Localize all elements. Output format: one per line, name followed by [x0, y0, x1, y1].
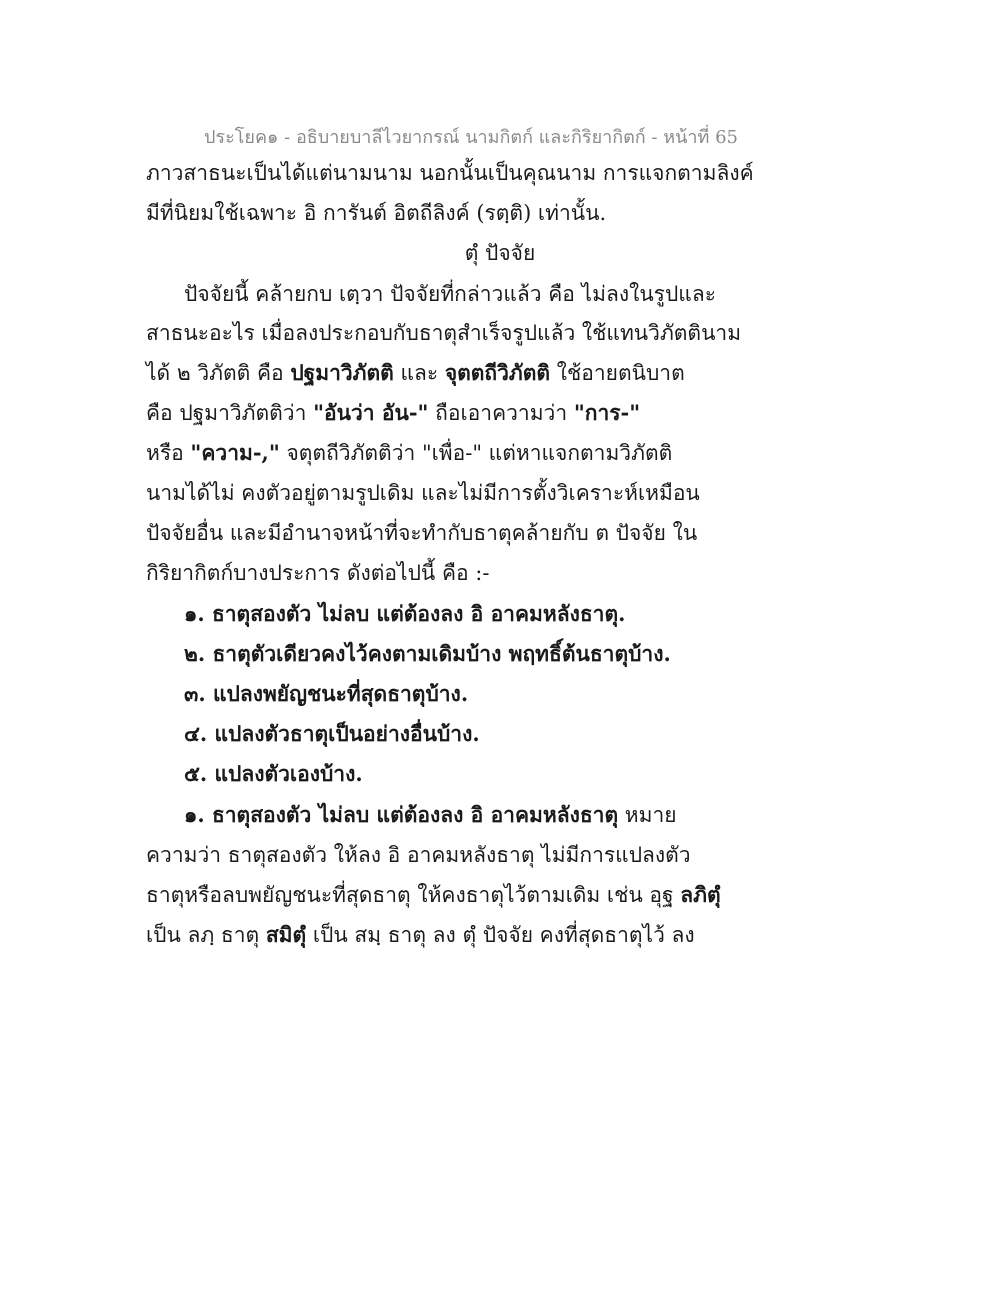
text-run: หรือ — [146, 441, 191, 465]
bold-term: "ความ-," — [190, 440, 280, 465]
bold-term: "อันว่า อัน-" — [313, 400, 429, 425]
text-line: ปัจจัยอื่น และมีอำนาจหน้าที่จะทำกับธาตุคล้ายกับ ต ปัจจัย ใน — [146, 521, 698, 545]
rule-item-1: ๑. ธาตุสองตัว ไม่ลบ แต่ต้องลง อิ อาคมหลังธาตุ. — [184, 601, 626, 626]
text-line: สาธนะอะไร เมื่อลงประกอบกับธาตุสำเร็จรูปแล้ว ใช้แทนวิภัตตินาม — [146, 321, 742, 345]
text-run: ใช้อายตนิบาต — [550, 361, 685, 385]
bold-term: จุตตถีวิภัตติ — [444, 360, 551, 385]
text-run: เป็น ลภฺ ธาตุ — [146, 923, 266, 947]
text-line: นามได้ไม่ คงตัวอยู่ตามรูปเดิม และไม่มีการตั้งวิเคราะห์เหมือน — [146, 481, 700, 505]
text-run: เป็น สมฺ ธาตุ ลง ตุํ ปัจจัย คงที่สุดธาตุไว้ ลง — [306, 923, 695, 947]
text-line — [184, 800, 677, 830]
bold-term: "การ-" — [573, 400, 641, 425]
bold-term: ปฐมาวิภัตติ — [290, 360, 394, 385]
text-line: มีที่นิยมใช้เฉพาะ อิ การันต์ อิตถีลิงค์ (รตฺติ) เท่านั้น. — [146, 201, 607, 225]
text-run: และ — [393, 361, 445, 385]
text-run: หมาย — [618, 803, 677, 827]
page-header: ประโยค๑ - อธิบายบาลีไวยากรณ์ นามกิตก์ และกิริยากิตก์ - หน้าที่ 65 — [204, 127, 738, 148]
rule-item-4: ๔. แปลงตัวธาตุเป็นอย่างอื่นบ้าง. — [184, 721, 480, 746]
text-line — [146, 920, 695, 950]
text-line — [146, 880, 721, 910]
bold-term: ๑. ธาตุสองตัว ไม่ลบ แต่ต้องลง อิ อาคมหลังธาตุ — [184, 802, 619, 827]
rule-item-2: ๒. ธาตุตัวเดียวคงไว้คงตามเดิมบ้าง พฤทธิ์ต้นธาตุบ้าง. — [184, 641, 671, 666]
rule-item-5: ๕. แปลงตัวเองบ้าง. — [184, 761, 363, 786]
text-line — [146, 358, 685, 388]
text-line: กิริยากิตก์บางประการ ดังต่อไปนี้ คือ :- — [146, 561, 490, 585]
text-run: ถือเอาความว่า — [428, 401, 574, 425]
bold-term: ลภิตุํ — [680, 882, 721, 907]
section-heading: ตุํ ปัจจัย — [464, 241, 536, 265]
text-run: ได้ ๒ วิภัตติ คือ — [146, 361, 291, 385]
text-line — [146, 438, 672, 468]
text-run: คือ ปฐมาวิภัตติว่า — [146, 401, 314, 425]
text-line: ความว่า ธาตุสองตัว ให้ลง อิ อาคมหลังธาตุ ไม่มีการแปลงตัว — [146, 843, 691, 867]
bold-term: สมิตุํ — [265, 922, 307, 947]
text-run: ธาตุหรือลบพยัญชนะที่สุดธาตุ ให้คงธาตุไว้ตามเดิม เช่น อุฐ — [146, 883, 681, 907]
text-line: ภาวสาธนะเป็นได้แต่นามนาม นอกนั้นเป็นคุณนาม การแจกตามลิงค์ — [146, 161, 754, 185]
rule-item-3: ๓. แปลงพยัญชนะที่สุดธาตุบ้าง. — [184, 681, 469, 706]
text-line: ปัจจัยนี้ คล้ายกบ เตฺวา ปัจจัยที่กล่าวแล้ว คือ ไม่ลงในรูปและ — [184, 282, 716, 306]
text-run: จตุตถีวิภัตติว่า "เพื่อ-" แต่หาแจกตามวิภัตติ — [279, 441, 673, 465]
text-line — [146, 398, 640, 428]
